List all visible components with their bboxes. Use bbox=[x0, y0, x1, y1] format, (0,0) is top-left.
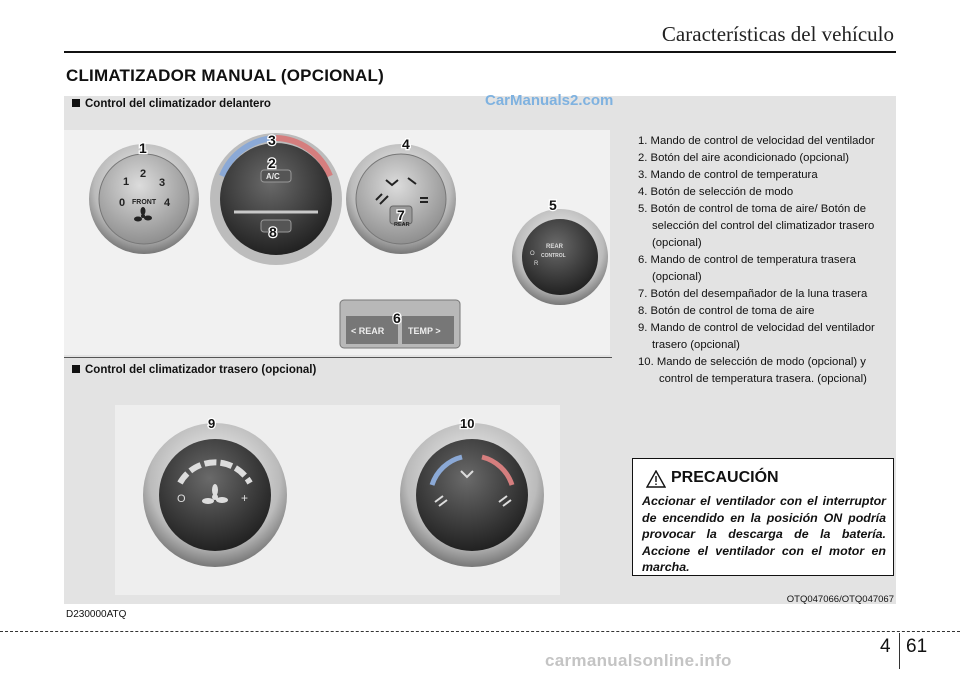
callout-4: 4 bbox=[402, 136, 410, 152]
legend-item: 4. Botón de selección de modo bbox=[638, 186, 794, 198]
legend-item: 1. Mando de control de velocidad del ventilador bbox=[638, 135, 875, 147]
legend-item: 2. Botón del aire acondicionado (opcional) bbox=[638, 152, 850, 164]
rear-subheading bbox=[72, 364, 316, 376]
running-header-title: Características del vehículo bbox=[661, 22, 894, 46]
legend-item: 9. Mando de control de velocidad del ventilador trasero (opcional) bbox=[638, 322, 875, 351]
fan-label-0: 0 bbox=[119, 197, 126, 209]
caution-text: Accionar el ventilador con el interruptor de encendido en la posición ON podría provocar la descarga de la batería. Accione el ventilador con el motor en marcha. bbox=[642, 494, 886, 574]
legend-item: 3. Mando de control de temperatura bbox=[638, 169, 818, 181]
callout-3: 3 bbox=[268, 132, 276, 148]
rear-temp-switch bbox=[340, 300, 460, 348]
rear-temp-right-label: TEMP > bbox=[408, 326, 441, 336]
legend-item: 8. Botón de control de toma de aire bbox=[638, 305, 815, 317]
page-section-number: 4 bbox=[880, 636, 891, 657]
fan-label-1: 1 bbox=[123, 176, 130, 188]
header-rule bbox=[64, 51, 896, 53]
rear-temp-left-label: < REAR bbox=[351, 326, 385, 336]
rear-fan-plus-mark: + bbox=[241, 491, 249, 505]
intake-label-o: O bbox=[530, 251, 535, 257]
callout-5: 5 bbox=[549, 197, 557, 213]
watermark: CarManuals2.com bbox=[485, 92, 614, 109]
rear-fan-off-mark: O bbox=[177, 493, 186, 505]
section-title: CLIMATIZADOR MANUAL (OPCIONAL) bbox=[66, 66, 384, 85]
figure-code: OTQ047066/OTQ047067 bbox=[786, 594, 894, 605]
callout-7: 7 bbox=[397, 207, 405, 223]
fan-label-4: 4 bbox=[164, 197, 171, 209]
legend-item: 5. Botón de control de toma de aire/ Botón de selección del control del climatizador trasero (opcional) bbox=[638, 203, 875, 249]
fan-front-label: FRONT bbox=[132, 199, 157, 206]
legend-list bbox=[638, 133, 894, 388]
intake-label-r: R bbox=[534, 261, 539, 267]
caution-box bbox=[632, 458, 894, 576]
ac-button-label: A/C bbox=[266, 172, 280, 181]
footer-watermark-url: carmanualsonline.info bbox=[545, 651, 732, 670]
callout-2: 2 bbox=[268, 155, 276, 171]
front-subheading bbox=[72, 98, 271, 110]
rear-subheading-text: Control del climatizador trasero (opcional) bbox=[85, 364, 317, 376]
front-subheading-text: Control del climatizador delantero bbox=[85, 98, 271, 110]
caution-title: PRECAUCIÓN bbox=[671, 469, 779, 486]
callout-6: 6 bbox=[393, 310, 401, 326]
page-number: 61 bbox=[906, 636, 928, 657]
document-code: D230000ATQ bbox=[66, 609, 127, 620]
page-number-divider bbox=[899, 633, 900, 669]
legend-item: 7. Botón del desempañador de la luna trasera bbox=[638, 288, 868, 300]
temperature-knob bbox=[210, 132, 342, 265]
legend-item: 10. Mando de selección de modo (opcional) y control de temperatura trasera. (opcional) bbox=[638, 356, 867, 385]
intake-label-rear: REAR bbox=[546, 244, 564, 250]
rear-defrost-label: REAR bbox=[394, 222, 410, 228]
footer-dashed-rule bbox=[0, 631, 960, 632]
legend-item: 6. Mando de control de temperatura trasera (opcional) bbox=[638, 254, 856, 283]
callout-10: 10 bbox=[460, 416, 475, 431]
intake-label-control: CONTROL bbox=[541, 253, 566, 259]
warning-triangle-icon bbox=[646, 470, 666, 488]
front-control-illustration bbox=[64, 130, 610, 355]
rear-control-illustration bbox=[115, 405, 560, 595]
callout-1: 1 bbox=[139, 140, 147, 156]
callout-8: 8 bbox=[269, 224, 277, 240]
callout-9: 9 bbox=[208, 416, 216, 431]
figure-divider bbox=[64, 357, 612, 358]
fan-label-2: 2 bbox=[140, 168, 147, 180]
fan-label-3: 3 bbox=[159, 177, 166, 189]
